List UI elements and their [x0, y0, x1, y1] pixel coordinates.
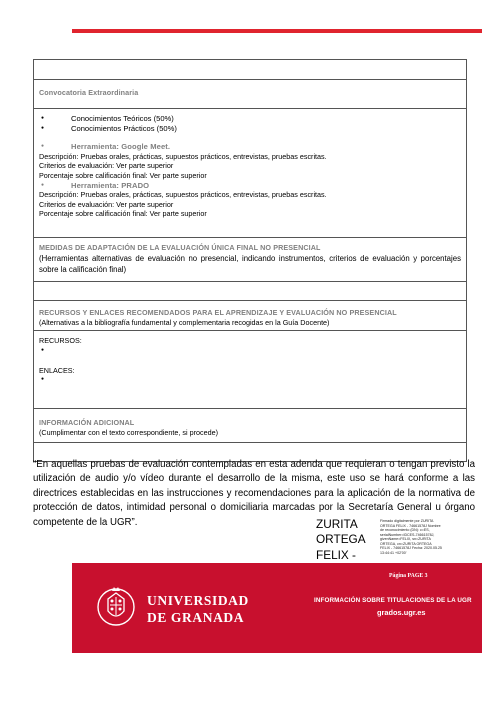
signature-details: Firmado digitalmente por ZURITA ORTEGA FELIX - 74661578J Nombre de reconocimiento (DN): c=ES, serialNumber=IDCES-74661578J, givenName=FELIX, sn=ZURITA ORTEGA, cn=ZURITA ORTEGA FELIX - 74661578J Fecha: 2020.05.25 13:44:41 +02'00': [380, 519, 442, 555]
text-line: Porcentaje sobre calificación final: Ver parte superior: [39, 170, 207, 180]
text-line: Criterios de evaluación: Ver parte superior: [39, 161, 174, 171]
section-description: (Alternativas a la bibliografía fundamental y complementaria recogidas en la Guía Docente): [39, 317, 330, 327]
empty-row: [34, 282, 467, 301]
section-heading: Convocatoria Extraordinaria: [39, 88, 139, 97]
data-protection-quote: “En aquellas pruebas de evaluación contempladas en esta adenda que requieran o tengan previsto la utilización de audio y/o vídeo durante el desarrollo de la misma, este uso se hará conforme a las directrices establecidas en las instrucciones y recomendaciones para la aplicación de la normativa de protección de datos, intimidad personal o domiciliaria marcadas por la Secretaría General u órgano competente de la UGR”.: [33, 459, 475, 528]
info-cell: [34, 409, 467, 443]
recursos-cell: [34, 301, 467, 331]
section-description: (Cumplimentar con el texto correspondiente, si procede): [39, 427, 218, 437]
section-heading: MEDIDAS DE ADAPTACIÓN DE LA EVALUACIÓN ÚNICA FINAL NO PRESENCIAL: [39, 243, 321, 252]
text-line: Criterios de evaluación: Ver parte superior: [39, 199, 174, 209]
extraordinaria-header-cell: [34, 80, 467, 109]
tool-heading: ● Herramienta: Google Meet.: [39, 142, 461, 152]
tool-heading: ● Herramienta: PRADO: [39, 181, 461, 191]
extraordinaria-content-cell: [34, 109, 467, 238]
text-line: Descripción: Pruebas orales, prácticas, supuestos prácticos, entrevistas, pruebas escritas.: [39, 151, 327, 161]
page-number: Página PAGE 3: [389, 573, 428, 579]
empty-bullet: [39, 346, 461, 355]
list-item: ● Conocimientos Teóricos (50%): [39, 114, 461, 124]
section-description: (Herramientas alternativas de evaluación no presencial, indicando instrumentos, criterios de evaluación y porcentajes sobre la calificación final): [39, 253, 461, 274]
text-line: Porcentaje sobre calificación final: Ver parte superior: [39, 209, 207, 219]
university-crest-icon: [96, 585, 136, 631]
section-heading: INFORMACIÓN ADICIONAL: [39, 418, 135, 427]
list-item: ● Conocimientos Prácticos (50%): [39, 124, 461, 134]
signature-name: ZURITA ORTEGA FELIX -: [316, 517, 366, 562]
header-accent-bar: [72, 29, 482, 33]
recursos-links-cell: [34, 331, 467, 409]
text-line: Descripción: Pruebas orales, prácticas, supuestos prácticos, entrevistas, pruebas escritas.: [39, 190, 327, 200]
enlaces-label: ENLACES:: [39, 365, 75, 375]
footer-info-title: INFORMACIÓN SOBRE TITULACIONES DE LA UGR: [314, 597, 472, 604]
university-name-line2: DE GRANADA: [147, 610, 245, 625]
evaluation-table: [33, 59, 467, 462]
university-name-line1: UNIVERSIDAD: [147, 593, 249, 608]
empty-row: [34, 60, 467, 80]
section-heading: RECURSOS Y ENLACES RECOMENDADOS PARA EL APRENDIZAJE Y EVALUACIÓN NO PRESENCIAL: [39, 308, 397, 317]
recursos-label: RECURSOS:: [39, 336, 82, 345]
empty-bullet: [39, 375, 461, 384]
medidas-cell: [34, 238, 467, 282]
footer-banner: [72, 563, 482, 653]
footer-site-link[interactable]: grados.ugr.es: [377, 608, 426, 617]
